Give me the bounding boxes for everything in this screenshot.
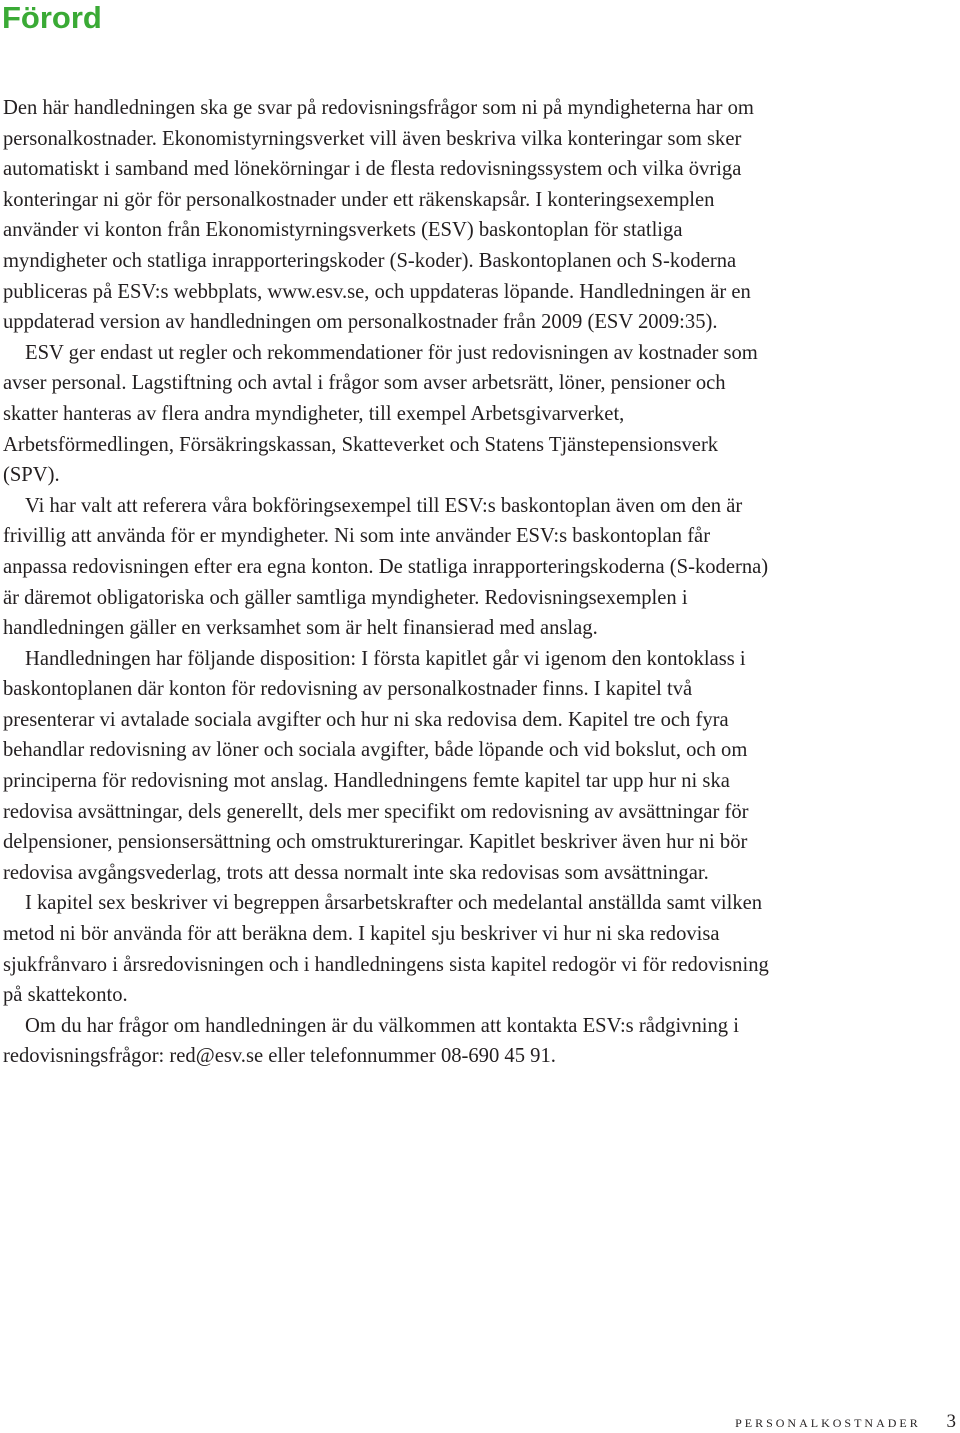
body-text [3,93,773,1072]
paragraph-scope: ESV ger endast ut regler och rekommendationer för just redovisningen av kostnader som avser personal. Lagstiftning och avtal i frågor som avser arbetsrätt, löner, pensioner och skatter hanteras av flera andra myndigheter, till exempel Arbetsgivarverket, Arbetsförmedlingen, Försäkringskassan, Skatteverket och Statens Tjänstepensionsverk (SPV). [3,341,758,487]
page-footer [735,1413,956,1432]
running-title: personalkostnader [735,1412,921,1431]
paragraph-disposition: Handledningen har följande disposition: I första kapitlet går vi igenom den kontoklass i baskontoplanen där konton för redovisning av personalkostnader finns. I kapitel två presenterar vi avtalade sociala avgifter och hur ni ska redovisa dem. Kapitel tre och fyra behandlar redovisning av löner och sociala avgifter, både löpande och vid bokslut, och om principerna för redovisning mot anslag. Handledningens femte kapitel tar upp hur ni ska redovisa avsättningar, dels generellt, dels mer specifikt om redovisning av avsättningar för delpensioner, pensionsersättning och omstruktureringar. Kapitlet beskriver även hur ni bör redovisa avgångsvederlag, trots att dessa normalt inte ska redovisas som avsättningar. [3,647,749,884]
paragraph-baskontoplan: Vi har valt att referera våra bokföringsexempel till ESV:s baskontoplan även om den är frivillig att använda för er myndigheter. Ni som inte använder ESV:s baskontoplan får anpassa redovisningen efter era egna konton. De statliga inrapporteringskoderna (S-koderna) är däremot obligatoriska och gäller samtliga myndigheter. Redovisningsexemplen i handledningen gäller en verksamhet som är helt finansierad med anslag. [3,494,769,640]
paragraph-contact: Om du har frågor om handledningen är du välkommen att kontakta ESV:s rådgivning i redovisningsfrågor: red@esv.se eller telefonnummer 08-690 45 91. [3,1014,739,1068]
paragraph-intro: Den här handledningen ska ge svar på redovisningsfrågor som ni på myndigheterna har om personalkostnader. Ekonomistyrningsverket vill även beskriva vilka konteringar som sker automatiskt i samband med lönekörningar i de flesta redovisningssystem och vilka övriga konteringar ni gör för personalkostnader under ett räkenskapsår. I konteringsexemplen använder vi konton från Ekonomistyrningsverkets (ESV) baskontoplan för statliga myndigheter och statliga inrapporteringskoder (S-koder). Baskontoplanen och S-koderna publiceras på ESV:s webbplats, www.esv.se, och uppdateras löpande. Handledningen är en uppdaterad version av handledningen om personalkostnader från 2009 (ESV 2009:35). [3,97,754,334]
page-title: Förord [2,0,102,35]
paragraph-chapters: I kapitel sex beskriver vi begreppen årsarbetskrafter och medelantal anställda samt vilken metod ni bör använda för att beräkna dem. I kapitel sju beskriver vi hur ni ska redovisa sjukfrånvaro i årsredovisningen och i handledningens sista kapitel redogör vi för redovisning på skattekonto. [3,892,769,1007]
page-number: 3 [946,1411,956,1432]
